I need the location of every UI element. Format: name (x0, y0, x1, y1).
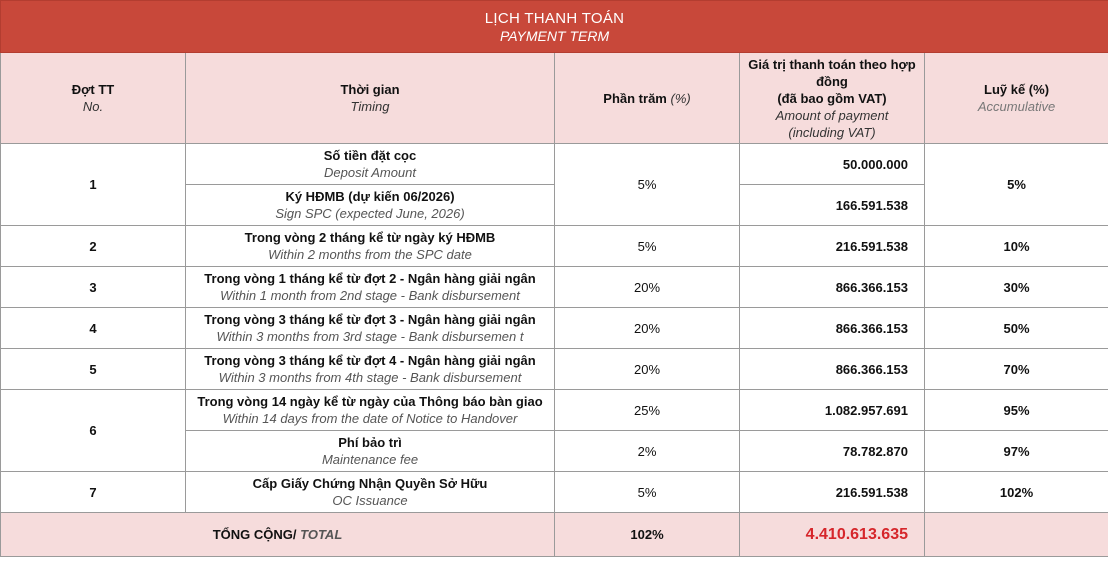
timing-en: Deposit Amount (323, 165, 416, 180)
table-title-cell (1, 1, 1108, 53)
timing-cell (186, 431, 555, 472)
header-percent (555, 53, 740, 144)
percent-cell: 5% (555, 472, 740, 513)
table-row (1, 308, 1108, 349)
header-row (1, 53, 1108, 144)
timing-cell (186, 349, 555, 390)
timing-vi: Phí bảo trì (338, 435, 402, 450)
timing-cell (186, 472, 555, 513)
timing-vi: Trong vòng 3 tháng kể từ đợt 4 - Ngân hàng giải ngân (204, 353, 536, 368)
cumulative-cell: 10% (925, 226, 1108, 267)
timing-vi: Trong vòng 1 tháng kể từ đợt 2 - Ngân hàng giải ngân (204, 271, 536, 286)
timing-en: Within 2 months from the SPC date (268, 247, 472, 262)
percent-cell: 5% (555, 226, 740, 267)
timing-en: Maintenance fee (321, 452, 419, 467)
timing-vi: Trong vòng 3 tháng kể từ đợt 3 - Ngân hàng giải ngân (204, 312, 536, 327)
timing-en: Within 1 month from 2nd stage - Bank disbursement (220, 288, 520, 303)
header-amount (740, 53, 925, 144)
table-row (1, 226, 1108, 267)
stage-number: 3 (1, 267, 186, 308)
table-subtitle: PAYMENT TERM (499, 27, 610, 44)
header-amount-vi: Giá trị thanh toán theo hợp đồng (748, 56, 916, 89)
timing-en: Within 3 months from 4th stage - Bank disbursement (218, 370, 522, 385)
amount-cell: 50.000.000 (740, 144, 925, 185)
timing-en: Within 14 days from the date of Notice to Handover (222, 411, 518, 426)
header-amount-en: Amount of payment (775, 107, 889, 123)
total-amount: 4.410.613.635 (740, 513, 925, 557)
amount-cell: 166.591.538 (740, 185, 925, 226)
table-row (1, 390, 1108, 431)
percent-cell: 20% (555, 308, 740, 349)
cumulative-cell: 50% (925, 308, 1108, 349)
header-percent-unit: (%) (670, 90, 691, 106)
timing-vi: Trong vòng 14 ngày kể từ ngày của Thông báo bàn giao (197, 394, 543, 409)
total-label-en: TOTAL (300, 527, 343, 542)
table-row (1, 267, 1108, 308)
header-percent-vi: Phần trăm (603, 90, 667, 106)
timing-vi: Ký HĐMB (dự kiến 06/2026) (285, 189, 455, 204)
amount-cell: 78.782.870 (740, 431, 925, 472)
percent-cell: 25% (555, 390, 740, 431)
header-stage (1, 53, 186, 144)
header-amount-en-vat: (including VAT) (788, 124, 876, 140)
total-percent: 102% (555, 513, 740, 557)
cumulative-cell: 97% (925, 431, 1108, 472)
table-row (1, 472, 1108, 513)
cumulative-cell: 5% (925, 144, 1108, 226)
percent-cell: 20% (555, 267, 740, 308)
total-label-vi: TỔNG CỘNG/ (212, 527, 297, 542)
amount-cell: 866.366.153 (740, 349, 925, 390)
timing-vi: Cấp Giấy Chứng Nhận Quyền Sở Hữu (252, 476, 488, 491)
table-row (1, 349, 1108, 390)
header-stage-vi: Đợt TT (71, 82, 115, 97)
timing-cell (186, 185, 555, 226)
stage-number: 6 (1, 390, 186, 472)
timing-cell (186, 267, 555, 308)
stage-number: 7 (1, 472, 186, 513)
timing-en: OC Issuance (332, 493, 408, 508)
amount-cell: 866.366.153 (740, 308, 925, 349)
amount-cell: 216.591.538 (740, 226, 925, 267)
timing-en: Sign SPC (expected June, 2026) (275, 206, 465, 221)
header-cumulative (925, 53, 1108, 144)
amount-cell: 1.082.957.691 (740, 390, 925, 431)
header-stage-en: No. (82, 99, 104, 114)
cumulative-cell: 70% (925, 349, 1108, 390)
stage-number: 1 (1, 144, 186, 226)
header-timing-vi: Thời gian (340, 82, 400, 97)
table-row (1, 144, 1108, 185)
total-row (1, 513, 1108, 557)
header-amount-vi-vat: (đã bao gồm VAT) (777, 90, 887, 106)
timing-cell (186, 390, 555, 431)
timing-cell (186, 144, 555, 185)
total-label-cell (1, 513, 555, 557)
header-cumulative-en: Accumulative (977, 99, 1056, 114)
title-row (1, 1, 1108, 53)
timing-cell (186, 226, 555, 267)
stage-number: 2 (1, 226, 186, 267)
stage-number: 5 (1, 349, 186, 390)
timing-vi: Số tiền đặt cọc (323, 148, 417, 163)
amount-cell: 866.366.153 (740, 267, 925, 308)
header-cumulative-vi: Luỹ kế (%) (984, 82, 1050, 97)
header-timing (186, 53, 555, 144)
percent-cell: 2% (555, 431, 740, 472)
cumulative-cell: 30% (925, 267, 1108, 308)
percent-cell: 20% (555, 349, 740, 390)
amount-cell: 216.591.538 (740, 472, 925, 513)
stage-number: 4 (1, 308, 186, 349)
cumulative-cell: 102% (925, 472, 1108, 513)
total-empty-cell (925, 513, 1108, 557)
percent-cell: 5% (555, 144, 740, 226)
cumulative-cell: 95% (925, 390, 1108, 431)
timing-cell (186, 308, 555, 349)
table-title: LỊCH THANH TOÁN (484, 9, 625, 27)
header-timing-en: Timing (350, 99, 390, 114)
timing-vi: Trong vòng 2 tháng kể từ ngày ký HĐMB (244, 230, 496, 245)
timing-en: Within 3 months from 3rd stage - Bank disbursemen t (216, 329, 524, 344)
